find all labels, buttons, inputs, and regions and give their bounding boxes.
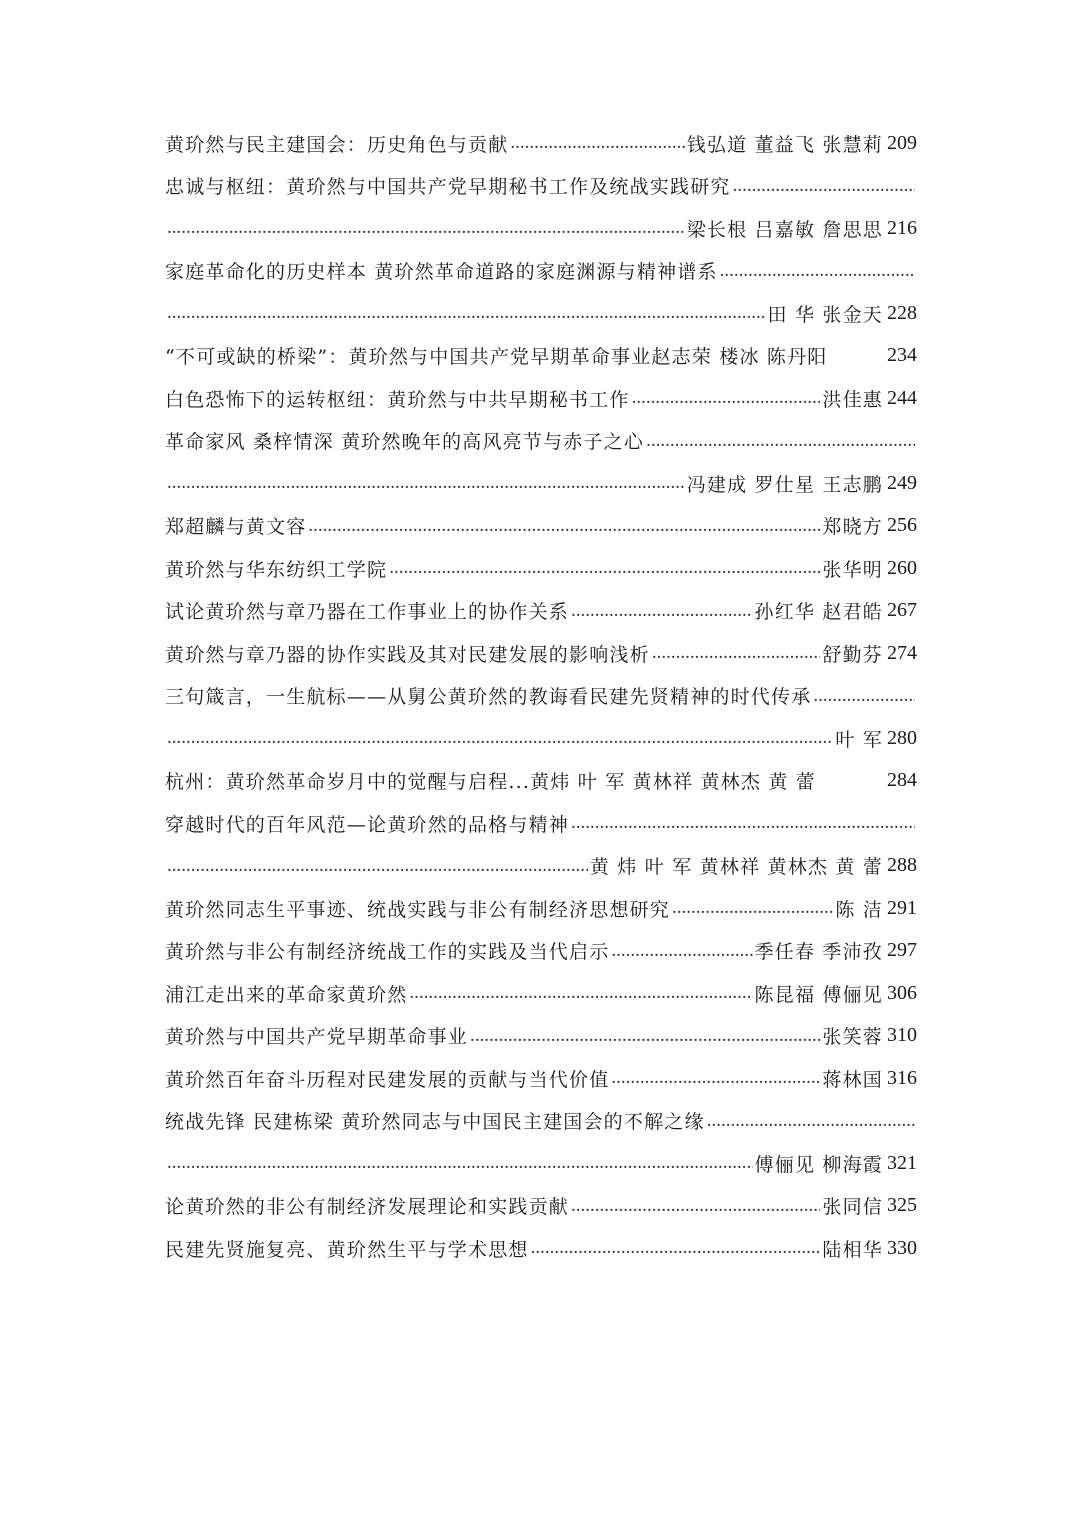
toc-entry-title: 黄玠然与章乃器的协作实践及其对民建发展的影响浅析	[165, 643, 650, 666]
toc-entry[interactable]	[165, 1100, 917, 1143]
toc-entry-title: 黄玠然与非公有制经济统战工作的实践及当代启示	[165, 941, 610, 964]
toc-entry[interactable]	[165, 207, 917, 250]
dot-leader	[611, 1067, 820, 1089]
toc-entry-page-number: 310	[887, 1024, 917, 1047]
toc-entry-page-number: 244	[887, 386, 917, 409]
dot-leader	[510, 132, 684, 154]
dot-leader	[167, 302, 766, 324]
dot-leader	[571, 600, 753, 622]
dot-leader	[409, 982, 752, 1004]
dot-leader	[646, 430, 915, 452]
toc-entry-title: 民建先贤施复亮、黄玠然生平与学术思想	[165, 1238, 529, 1261]
toc-entry-author: 张笑蓉	[822, 1026, 883, 1049]
toc-entry[interactable]	[165, 972, 917, 1015]
table-of-contents	[165, 122, 917, 1270]
dot-leader	[389, 557, 820, 579]
dot-leader	[470, 1025, 820, 1047]
toc-entry-page-number: 284	[887, 769, 917, 792]
toc-entry-page-number: 316	[887, 1066, 917, 1089]
toc-entry-author: 张华明	[822, 558, 883, 581]
toc-entry-title: “不可或缺的桥梁”：黄玠然与中国共产党早期革命事业赵志荣 楼冰 陈丹阳	[165, 346, 828, 369]
dot-leader	[652, 642, 821, 664]
toc-entry-page-number: 274	[887, 641, 917, 664]
toc-entry-page-number: 234	[887, 344, 917, 367]
dot-leader	[167, 1152, 753, 1174]
dot-leader	[167, 217, 685, 239]
toc-entry-title: 黄玠然与民主建国会：历史角色与贡献	[165, 133, 509, 156]
toc-entry-title: 家庭革命化的历史样本 黄玠然革命道路的家庭渊源与精神谱系	[165, 261, 718, 284]
toc-entry-title: 统战先锋 民建栋梁 黄玠然同志与中国民主建国会的不解之缘	[165, 1111, 705, 1134]
toc-entry-author: 陈 洁	[835, 898, 883, 921]
dot-leader	[308, 515, 820, 537]
toc-entry[interactable]	[165, 1015, 917, 1058]
toc-entry-title: 忠诚与枢纽：黄玠然与中国共产党早期秘书工作及统战实践研究	[165, 176, 731, 199]
toc-entry-page-number: 325	[887, 1194, 917, 1217]
toc-entry-title: 黄玠然与华东纺织工学院	[165, 558, 388, 581]
toc-entry-page-number: 297	[887, 939, 917, 962]
toc-entry-author: 钱弘道 董益飞 张慧莉	[686, 133, 883, 156]
toc-entry-author: 郑晓方	[822, 516, 883, 539]
toc-entry-author: 田 华 张金天	[767, 303, 883, 326]
toc-entry[interactable]	[165, 760, 917, 803]
dot-leader	[531, 1237, 821, 1259]
toc-entry-page-number: 321	[887, 1151, 917, 1174]
toc-entry-title: 杭州：黄玠然革命岁月中的觉醒与启程...黄炜 叶 军 黄林祥 黄林杰 黄 蕾	[165, 771, 816, 794]
toc-entry-author: 张同信	[822, 1196, 883, 1219]
toc-entry[interactable]	[165, 165, 917, 208]
toc-entry-title: 革命家风 桑梓情深 黄玠然晚年的高风亮节与赤子之心	[165, 431, 645, 454]
dot-leader	[167, 472, 685, 494]
toc-entry-title: 论黄玠然的非公有制经济发展理论和实践贡献	[165, 1196, 570, 1219]
toc-entry-page-number: 280	[887, 726, 917, 749]
toc-entry-page-number: 260	[887, 556, 917, 579]
toc-entry[interactable]	[165, 675, 917, 718]
toc-entry[interactable]	[165, 717, 917, 760]
dot-leader	[167, 855, 588, 877]
toc-entry-title: 郑超麟与黄文容	[165, 516, 307, 539]
toc-entry[interactable]	[165, 590, 917, 633]
dot-leader	[707, 1110, 915, 1132]
toc-entry-title: 三句箴言，一生航标——从舅公黄玠然的教诲看民建先贤精神的时代传承	[165, 686, 812, 709]
dot-leader	[672, 897, 833, 919]
toc-entry[interactable]	[165, 292, 917, 335]
toc-entry-author: 傅俪见 柳海霞	[754, 1153, 883, 1176]
toc-entry-page-number: 249	[887, 471, 917, 494]
dot-leader	[571, 812, 915, 834]
toc-entry[interactable]	[165, 1185, 917, 1228]
toc-entry-author: 梁长根 吕嘉敏 詹思思	[686, 218, 883, 241]
toc-entry-title: 穿越时代的百年风范—论黄玠然的品格与精神	[165, 813, 570, 836]
toc-entry-author: 叶 军	[835, 728, 883, 751]
toc-entry[interactable]	[165, 930, 917, 973]
toc-entry[interactable]	[165, 377, 917, 420]
toc-entry-author: 陈昆福 傅俪见	[754, 983, 883, 1006]
toc-entry-author: 季任春 季沛孜	[754, 941, 883, 964]
toc-entry-author: 冯建成 罗仕星 王志鹏	[686, 473, 883, 496]
toc-entry[interactable]	[165, 887, 917, 930]
dot-leader	[813, 685, 915, 707]
toc-entry-page-number: 306	[887, 981, 917, 1004]
dot-leader	[733, 175, 915, 197]
toc-entry-author: 洪佳惠	[822, 388, 883, 411]
dot-leader	[571, 1195, 820, 1217]
toc-entry-title: 黄玠然同志生平事迹、统战实践与非公有制经济思想研究	[165, 898, 671, 921]
toc-entry-title: 试论黄玠然与章乃器在工作事业上的协作关系	[165, 601, 570, 624]
toc-entry[interactable]	[165, 845, 917, 888]
toc-entry[interactable]	[165, 335, 917, 378]
dot-leader	[720, 260, 915, 282]
toc-entry-page-number: 216	[887, 216, 917, 239]
toc-entry[interactable]	[165, 250, 917, 293]
toc-entry[interactable]	[165, 802, 917, 845]
toc-entry-author: 蒋林国	[822, 1068, 883, 1091]
toc-entry-page-number: 256	[887, 514, 917, 537]
toc-entry[interactable]	[165, 632, 917, 675]
toc-entry-author: 孙红华 赵君皓	[754, 601, 883, 624]
toc-entry[interactable]	[165, 420, 917, 463]
toc-entry[interactable]	[165, 1057, 917, 1100]
toc-entry-author: 陆相华	[822, 1238, 883, 1261]
toc-entry-page-number: 209	[887, 131, 917, 154]
toc-entry-title: 黄玠然百年奋斗历程对民建发展的贡献与当代价值	[165, 1068, 610, 1091]
toc-entry[interactable]	[165, 547, 917, 590]
toc-entry-author: 黄 炜 叶 军 黄林祥 黄林杰 黄 蕾	[589, 856, 883, 879]
toc-entry-author: 舒勤芬	[822, 643, 883, 666]
toc-entry-title: 黄玠然与中国共产党早期革命事业	[165, 1026, 469, 1049]
toc-entry-title: 白色恐怖下的运转枢纽：黄玠然与中共早期秘书工作	[165, 388, 630, 411]
toc-entry-page-number: 288	[887, 854, 917, 877]
toc-entry[interactable]	[165, 1227, 917, 1270]
toc-entry[interactable]	[165, 505, 917, 548]
dot-leader	[167, 727, 833, 749]
toc-entry-page-number: 267	[887, 599, 917, 622]
toc-entry[interactable]	[165, 122, 917, 165]
toc-entry-title: 浦江走出来的革命家黄玠然	[165, 983, 408, 1006]
dot-leader	[611, 940, 752, 962]
toc-entry-page-number: 228	[887, 301, 917, 324]
dot-leader	[632, 387, 821, 409]
toc-entry[interactable]	[165, 1142, 917, 1185]
toc-entry-page-number: 291	[887, 896, 917, 919]
toc-entry-page-number: 330	[887, 1236, 917, 1259]
toc-entry[interactable]	[165, 462, 917, 505]
